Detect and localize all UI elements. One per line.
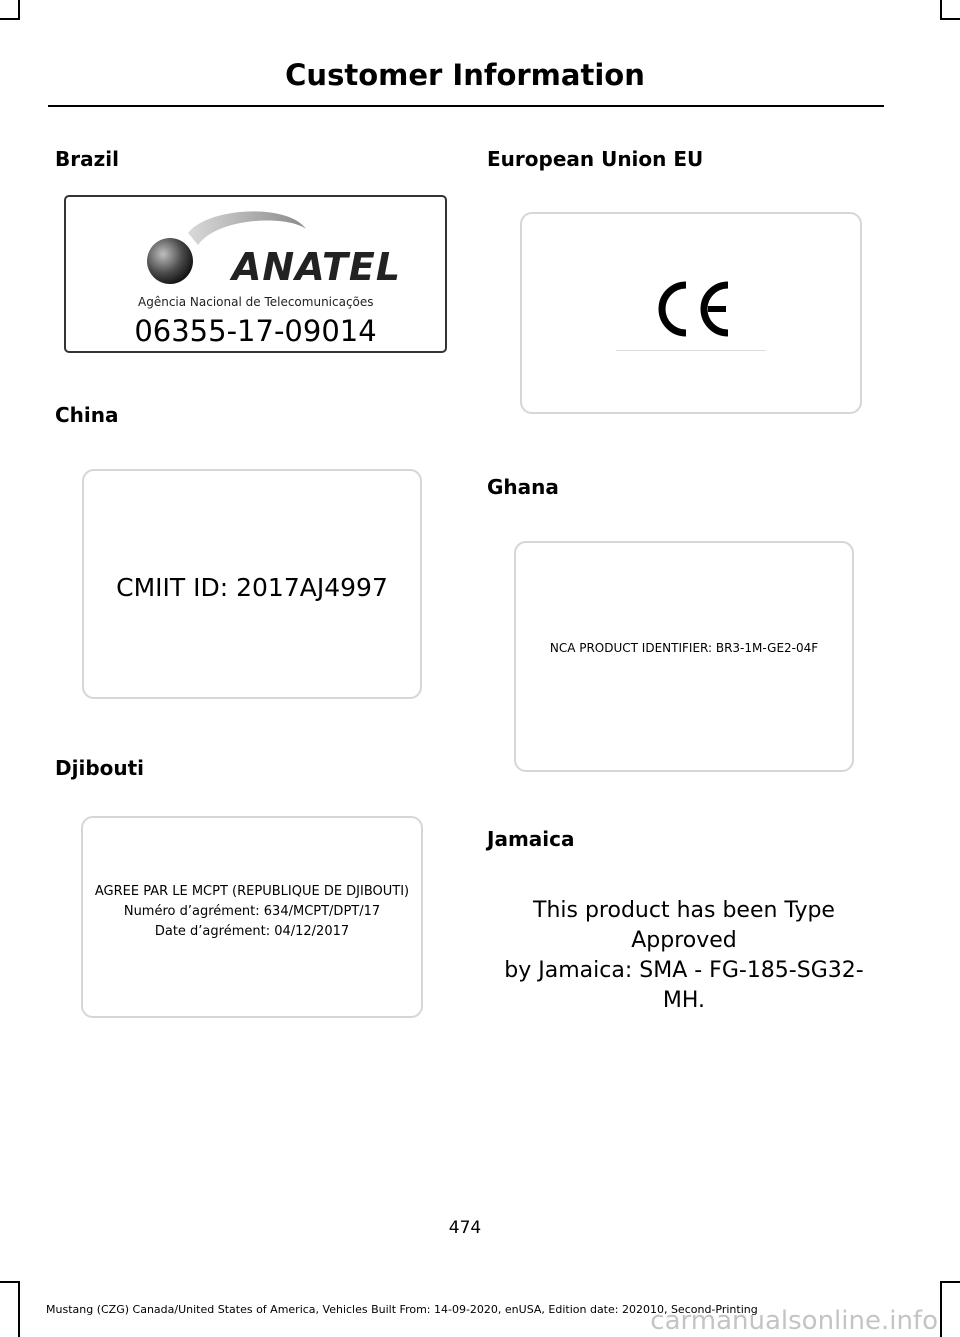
crop-mark	[940, 0, 942, 20]
heading-china: China	[55, 403, 119, 427]
heading-ghana: Ghana	[487, 475, 559, 499]
jamaica-approval-text	[484, 896, 884, 1016]
ce-mark-wrap	[616, 273, 766, 353]
anatel-label	[64, 195, 447, 353]
china-label	[82, 469, 422, 699]
ce-underline	[616, 350, 766, 351]
djibouti-label-text	[95, 882, 409, 942]
page-title: Customer Information	[285, 58, 645, 92]
crop-mark	[942, 18, 960, 20]
ce-mark-icon	[646, 279, 736, 339]
title-divider	[48, 105, 884, 107]
crop-mark	[18, 1281, 20, 1337]
watermark: carmanualsonline.info	[650, 1306, 938, 1336]
anatel-agency: Agência Nacional de Telecomunicações	[138, 295, 374, 309]
crop-mark	[0, 1281, 18, 1283]
crop-mark	[18, 0, 20, 20]
djibouti-label	[81, 816, 423, 1018]
footer-text: Mustang (CZG) Canada/United States of America, Vehicles Built From: 14-09-2020, enUSA, Edition date: 202010, Second-Printing	[46, 1303, 758, 1316]
heading-brazil: Brazil	[55, 147, 119, 171]
ghana-label-text: NCA PRODUCT IDENTIFIER: BR3-1M-GE2-04F	[549, 640, 819, 655]
page-number: 474	[448, 1218, 482, 1238]
jamaica-line-2: by Jamaica: SMA - FG-185-SG32-MH.	[504, 958, 864, 1013]
ce-label	[520, 212, 862, 414]
heading-jamaica: Jamaica	[487, 827, 575, 851]
djibouti-line-3: Date d’agrément: 04/12/2017	[154, 924, 350, 939]
anatel-brand: ANATEL	[232, 245, 402, 289]
crop-mark	[940, 1281, 942, 1337]
china-label-text: CMIIT ID: 2017AJ4997	[116, 572, 388, 602]
heading-eu: European Union EU	[487, 147, 704, 171]
ghana-label	[514, 541, 854, 772]
jamaica-line-1: This product has been Type Approved	[533, 898, 835, 953]
crop-mark	[942, 1281, 960, 1283]
anatel-number: 06355-17-09014	[134, 314, 377, 348]
djibouti-line-2: Numéro d’agrément: 634/MCPT/DPT/17	[123, 904, 381, 919]
crop-mark	[0, 18, 18, 20]
heading-djibouti: Djibouti	[55, 756, 145, 780]
djibouti-line-1: AGREE PAR LE MCPT (REPUBLIQUE DE DJIBOUTI)	[94, 884, 410, 899]
